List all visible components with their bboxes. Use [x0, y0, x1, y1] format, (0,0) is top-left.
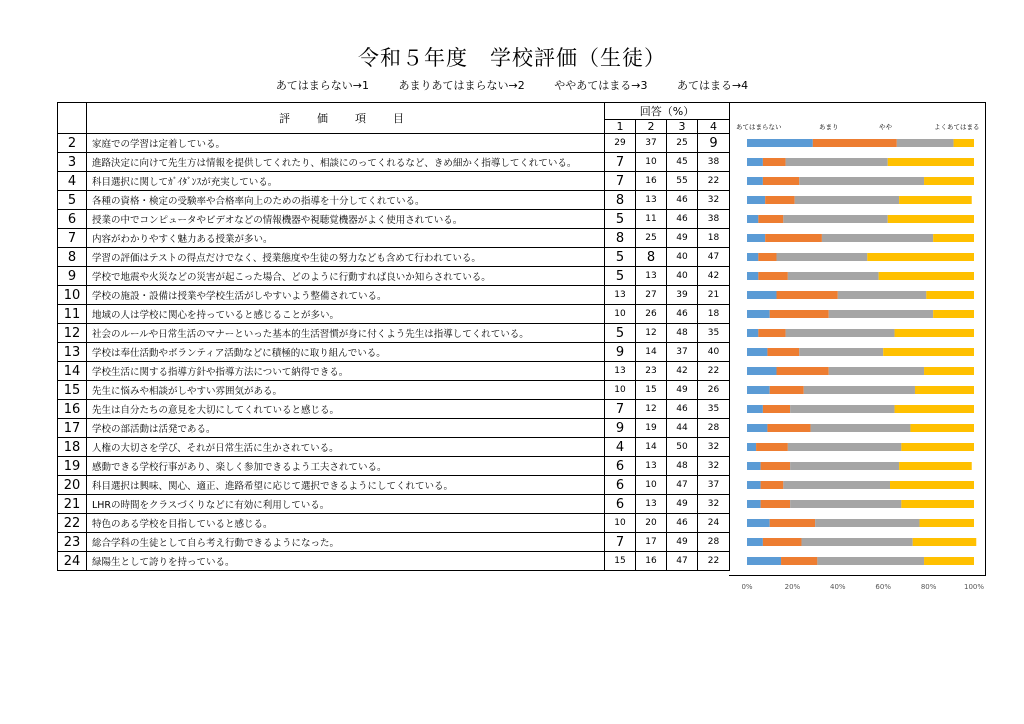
evaluation-item: 学校で地震や火災などの災害が起こった場合、どのように行動すれば良いか知らされている。 [87, 267, 605, 286]
row-number: 8 [58, 248, 87, 267]
bar-segment-14-1 [747, 367, 777, 375]
bar-segment-24-2 [781, 557, 817, 565]
bar-segment-5-2 [765, 196, 795, 204]
evaluation-item: 学習の評価はテストの得点だけでなく、授業態度や生徒の努力なども含めて行われている。 [87, 248, 605, 267]
bar-segment-16-1 [747, 405, 763, 413]
bar-segment-9-1 [747, 272, 758, 280]
percent-cell-2: 17 [636, 533, 667, 552]
percent-cell-1: 5 [605, 267, 636, 286]
scale-item-2: あまりあてはまらない→2 [398, 79, 525, 92]
bar-segment-13-1 [747, 348, 767, 356]
bar-segment-17-4 [910, 424, 974, 432]
bar-segment-6-1 [747, 215, 758, 223]
percent-cell-3: 46 [667, 305, 698, 324]
legend-label-3: やや [879, 123, 892, 131]
percent-cell-4: 28 [698, 533, 730, 552]
evaluation-item: 家庭での学習は定着している。 [87, 134, 605, 153]
bar-segment-4-4 [924, 177, 974, 185]
evaluation-item: 学校の部活動は活発である。 [87, 419, 605, 438]
x-tick-label: 40% [830, 583, 846, 591]
bar-segment-10-2 [777, 291, 838, 299]
bar-segment-8-1 [747, 253, 758, 261]
percent-cell-4: 18 [698, 229, 730, 248]
row-number: 14 [58, 362, 87, 381]
bar-segment-3-1 [747, 158, 763, 166]
percent-cell-4: 21 [698, 286, 730, 305]
bar-segment-24-4 [924, 557, 974, 565]
table-row [58, 248, 730, 267]
bar-segment-2-4 [954, 139, 974, 147]
percent-cell-4: 22 [698, 552, 730, 571]
table-row [58, 457, 730, 476]
percent-cell-4: 32 [698, 457, 730, 476]
percent-cell-2: 12 [636, 324, 667, 343]
bar-segment-3-3 [786, 158, 888, 166]
bar-segment-23-4 [913, 538, 977, 546]
row-number: 10 [58, 286, 87, 305]
percent-cell-4: 38 [698, 153, 730, 172]
percent-cell-3: 39 [667, 286, 698, 305]
percent-cell-4: 35 [698, 324, 730, 343]
percent-cell-4: 37 [698, 476, 730, 495]
evaluation-item: 学校の施設・設備は授業や学校生活がしやすいよう整備されている。 [87, 286, 605, 305]
bar-segment-7-1 [747, 234, 765, 242]
row-number: 21 [58, 495, 87, 514]
percent-cell-2: 23 [636, 362, 667, 381]
table-row [58, 324, 730, 343]
percent-cell-1: 6 [605, 476, 636, 495]
bar-segment-16-4 [895, 405, 974, 413]
table-row [58, 533, 730, 552]
stacked-bar-chart [729, 102, 989, 602]
percent-cell-2: 16 [636, 172, 667, 191]
bar-segment-16-3 [790, 405, 894, 413]
x-tick-label: 80% [920, 583, 937, 591]
percent-cell-4: 28 [698, 419, 730, 438]
percent-cell-1: 13 [605, 362, 636, 381]
bar-segment-3-2 [763, 158, 786, 166]
bar-segment-11-3 [829, 310, 933, 318]
evaluation-item: LHRの時間をクラスづくりなどに有効に利用している。 [87, 495, 605, 514]
bar-segment-22-1 [747, 519, 770, 527]
percent-cell-2: 8 [636, 248, 667, 267]
bar-segment-17-2 [767, 424, 810, 432]
percent-cell-1: 5 [605, 248, 636, 267]
percent-cell-1: 7 [605, 153, 636, 172]
row-number: 2 [58, 134, 87, 153]
percent-cell-2: 10 [636, 153, 667, 172]
table-row [58, 476, 730, 495]
bar-segment-8-4 [867, 253, 974, 261]
bar-segment-10-1 [747, 291, 777, 299]
percent-cell-4: 47 [698, 248, 730, 267]
percent-cell-4: 22 [698, 362, 730, 381]
percent-cell-3: 40 [667, 248, 698, 267]
table-row [58, 172, 730, 191]
table-row [58, 134, 730, 153]
number-header [58, 103, 87, 134]
percent-cell-1: 15 [605, 552, 636, 571]
percent-cell-3: 44 [667, 419, 698, 438]
bar-segment-14-3 [829, 367, 924, 375]
percent-cell-3: 45 [667, 153, 698, 172]
evaluation-item: 内容がわかりやすく魅力ある授業が多い。 [87, 229, 605, 248]
table-row [58, 438, 730, 457]
row-number: 7 [58, 229, 87, 248]
percent-cell-3: 49 [667, 229, 698, 248]
percent-cell-2: 10 [636, 476, 667, 495]
percent-cell-4: 40 [698, 343, 730, 362]
percent-cell-2: 11 [636, 210, 667, 229]
row-number: 22 [58, 514, 87, 533]
percent-cell-4: 42 [698, 267, 730, 286]
percent-cell-2: 15 [636, 381, 667, 400]
bar-segment-13-2 [767, 348, 799, 356]
table-row [58, 229, 730, 248]
percent-cell-1: 4 [605, 438, 636, 457]
column-header-4: 4 [698, 120, 730, 134]
evaluation-item: 総合学科の生徒として自ら考え行動できるようになった。 [87, 533, 605, 552]
bar-segment-19-2 [761, 462, 791, 470]
scale-item-4: あてはまる→4 [676, 79, 749, 92]
bar-segment-18-1 [747, 443, 756, 451]
scale-item-1: あてはまらない→1 [275, 79, 370, 92]
percent-cell-3: 47 [667, 476, 698, 495]
percent-cell-3: 49 [667, 495, 698, 514]
bar-segment-13-4 [883, 348, 974, 356]
bar-segment-6-2 [758, 215, 783, 223]
bar-segment-18-3 [788, 443, 902, 451]
bar-segment-11-2 [770, 310, 829, 318]
bar-segment-2-3 [897, 139, 954, 147]
bar-segment-22-3 [815, 519, 919, 527]
percent-cell-1: 6 [605, 457, 636, 476]
row-number: 11 [58, 305, 87, 324]
bar-segment-9-3 [788, 272, 879, 280]
row-number: 15 [58, 381, 87, 400]
bar-segment-2-1 [747, 139, 813, 147]
column-header-2: 2 [636, 120, 667, 134]
bar-segment-21-1 [747, 500, 761, 508]
bar-segment-5-1 [747, 196, 765, 204]
percent-cell-4: 22 [698, 172, 730, 191]
percent-cell-2: 16 [636, 552, 667, 571]
bar-segment-5-3 [795, 196, 899, 204]
bar-segment-17-3 [811, 424, 911, 432]
bar-segment-15-1 [747, 386, 770, 394]
percent-cell-2: 13 [636, 457, 667, 476]
bar-segment-4-2 [763, 177, 799, 185]
row-number: 6 [58, 210, 87, 229]
bar-segment-20-4 [890, 481, 974, 489]
evaluation-item: 地域の人は学校に関心を持っていると感じることが多い。 [87, 305, 605, 324]
percent-cell-3: 25 [667, 134, 698, 153]
percent-cell-2: 20 [636, 514, 667, 533]
bar-segment-20-3 [783, 481, 890, 489]
percent-cell-4: 18 [698, 305, 730, 324]
row-number: 13 [58, 343, 87, 362]
percent-cell-1: 5 [605, 210, 636, 229]
bar-segment-2-2 [813, 139, 897, 147]
bar-segment-7-2 [765, 234, 822, 242]
bar-segment-21-3 [790, 500, 901, 508]
bar-segment-22-4 [920, 519, 974, 527]
percent-cell-4: 38 [698, 210, 730, 229]
evaluation-item: 先生は自分たちの意見を大切にしてくれていると感じる。 [87, 400, 605, 419]
percent-cell-3: 49 [667, 381, 698, 400]
page-title: 令和５年度 学校評価（生徒） [358, 46, 666, 70]
percent-cell-3: 46 [667, 514, 698, 533]
bar-segment-24-1 [747, 557, 781, 565]
percent-cell-1: 7 [605, 533, 636, 552]
percent-cell-3: 47 [667, 552, 698, 571]
evaluation-item: 学校生活に関する指導方針や指導方法について納得できる。 [87, 362, 605, 381]
bar-segment-19-3 [790, 462, 899, 470]
percent-cell-2: 13 [636, 267, 667, 286]
bar-segment-21-4 [901, 500, 974, 508]
evaluation-item: 科目選択に関してｶﾞｲﾀﾞﾝｽが充実している。 [87, 172, 605, 191]
percent-cell-2: 27 [636, 286, 667, 305]
table-row [58, 305, 730, 324]
bar-segment-20-1 [747, 481, 761, 489]
row-number: 3 [58, 153, 87, 172]
table-row [58, 400, 730, 419]
evaluation-item: 各種の資格・検定の受験率や合格率向上のための指導を十分してくれている。 [87, 191, 605, 210]
percent-cell-2: 19 [636, 419, 667, 438]
evaluation-item: 進路決定に向けて先生方は情報を提供してくれたり、相談にのってくれるなど、きめ細かく指導してくれている。 [87, 153, 605, 172]
percent-cell-1: 10 [605, 305, 636, 324]
bar-segment-7-3 [822, 234, 933, 242]
column-header-1: 1 [605, 120, 636, 134]
percent-cell-2: 14 [636, 438, 667, 457]
table-row [58, 191, 730, 210]
table-row [58, 362, 730, 381]
percent-cell-1: 7 [605, 400, 636, 419]
row-number: 16 [58, 400, 87, 419]
percent-cell-2: 14 [636, 343, 667, 362]
evaluation-item: 人権の大切さを学び、それが日常生活に生かされている。 [87, 438, 605, 457]
row-number: 17 [58, 419, 87, 438]
bar-segment-14-2 [777, 367, 829, 375]
bar-segment-15-4 [915, 386, 974, 394]
bar-segment-12-2 [758, 329, 785, 337]
percent-cell-3: 46 [667, 191, 698, 210]
percent-cell-1: 10 [605, 514, 636, 533]
row-number: 24 [58, 552, 87, 571]
row-number: 4 [58, 172, 87, 191]
table-row [58, 267, 730, 286]
table-row [58, 286, 730, 305]
percent-cell-2: 13 [636, 495, 667, 514]
evaluation-item: 学校は奉仕活動やボランティア活動などに積極的に取り組んでいる。 [87, 343, 605, 362]
percent-cell-2: 13 [636, 191, 667, 210]
legend-label-2: あまり [819, 123, 839, 131]
percent-cell-1: 9 [605, 419, 636, 438]
percent-cell-3: 48 [667, 457, 698, 476]
percent-cell-1: 5 [605, 324, 636, 343]
percent-cell-2: 25 [636, 229, 667, 248]
bar-segment-22-2 [770, 519, 815, 527]
percent-cell-3: 49 [667, 533, 698, 552]
percent-cell-1: 6 [605, 495, 636, 514]
percent-cell-3: 40 [667, 267, 698, 286]
bar-segment-5-4 [899, 196, 972, 204]
evaluation-item: 感動できる学校行事があり、楽しく参加できるよう工夫されている。 [87, 457, 605, 476]
bar-segment-23-3 [801, 538, 912, 546]
row-number: 20 [58, 476, 87, 495]
bar-segment-12-4 [895, 329, 974, 337]
bar-segment-13-3 [799, 348, 883, 356]
percent-cell-1: 10 [605, 381, 636, 400]
percent-cell-4: 32 [698, 191, 730, 210]
row-number: 19 [58, 457, 87, 476]
bar-segment-15-2 [770, 386, 804, 394]
evaluation-item: 先生に悩みや相談がしやすい雰囲気がある。 [87, 381, 605, 400]
bar-segment-11-1 [747, 310, 770, 318]
bar-segment-8-3 [777, 253, 868, 261]
table-row [58, 343, 730, 362]
row-number: 23 [58, 533, 87, 552]
evaluation-table [57, 102, 730, 571]
bar-segment-19-1 [747, 462, 761, 470]
bar-segment-16-2 [763, 405, 790, 413]
bar-segment-9-4 [879, 272, 974, 280]
x-tick-label: 60% [875, 583, 891, 591]
row-number: 9 [58, 267, 87, 286]
legend-label-1: あてはまらない [736, 123, 782, 131]
bar-segment-15-3 [804, 386, 915, 394]
evaluation-item: 社会のルールや日常生活のマナーといった基本的生活習慣が身に付くよう先生は指導してくれている。 [87, 324, 605, 343]
percent-cell-3: 46 [667, 210, 698, 229]
table-row [58, 552, 730, 571]
row-number: 12 [58, 324, 87, 343]
bar-segment-10-3 [838, 291, 927, 299]
percent-cell-1: 9 [605, 343, 636, 362]
table-row [58, 419, 730, 438]
bar-segment-10-4 [926, 291, 974, 299]
bar-segment-3-4 [888, 158, 974, 166]
percent-cell-3: 42 [667, 362, 698, 381]
bar-segment-6-3 [783, 215, 887, 223]
bar-segment-14-4 [924, 367, 974, 375]
evaluation-item: 授業の中でコンピュータやビデオなどの情報機器や視聴覚機器がよく使用されている。 [87, 210, 605, 229]
bar-segment-18-4 [901, 443, 974, 451]
bar-segment-17-1 [747, 424, 767, 432]
percent-cell-2: 12 [636, 400, 667, 419]
bar-segment-23-1 [747, 538, 763, 546]
percent-cell-4: 9 [698, 134, 730, 153]
bar-segment-11-4 [933, 310, 974, 318]
percent-cell-2: 37 [636, 134, 667, 153]
percent-cell-3: 50 [667, 438, 698, 457]
table-row [58, 381, 730, 400]
percent-cell-4: 32 [698, 438, 730, 457]
answer-header: 回答（%） [605, 103, 730, 120]
percent-cell-1: 8 [605, 229, 636, 248]
x-tick-label: 20% [784, 583, 801, 591]
bar-segment-23-2 [763, 538, 802, 546]
bar-segment-18-2 [756, 443, 788, 451]
percent-cell-1: 29 [605, 134, 636, 153]
percent-cell-1: 13 [605, 286, 636, 305]
table-row [58, 210, 730, 229]
bar-segment-6-4 [888, 215, 974, 223]
percent-cell-3: 55 [667, 172, 698, 191]
legend-label-4: よくあてはまる [934, 123, 980, 131]
percent-cell-4: 26 [698, 381, 730, 400]
answer-scale-legend [0, 77, 1024, 93]
bar-segment-24-3 [817, 557, 924, 565]
percent-cell-4: 24 [698, 514, 730, 533]
percent-cell-4: 32 [698, 495, 730, 514]
table-row [58, 514, 730, 533]
row-number: 5 [58, 191, 87, 210]
bar-segment-19-4 [899, 462, 972, 470]
table-row [58, 495, 730, 514]
percent-cell-1: 8 [605, 191, 636, 210]
bar-segment-12-1 [747, 329, 758, 337]
bar-segment-21-2 [761, 500, 791, 508]
bar-segment-8-2 [758, 253, 776, 261]
bar-segment-4-1 [747, 177, 763, 185]
evaluation-item: 特色のある学校を目指していると感じる。 [87, 514, 605, 533]
scale-item-3: ややあてはまる→3 [554, 79, 648, 92]
evaluation-item: 緑陽生として誇りを持っている。 [87, 552, 605, 571]
percent-cell-1: 7 [605, 172, 636, 191]
bar-segment-7-4 [933, 234, 974, 242]
x-tick-label: 0% [741, 583, 753, 591]
percent-cell-3: 37 [667, 343, 698, 362]
evaluation-item: 科目選択は興味、関心、適正、進路希望に応じて選択できるようにしてくれている。 [87, 476, 605, 495]
x-tick-label: 100% [963, 583, 985, 591]
percent-cell-3: 48 [667, 324, 698, 343]
bar-segment-20-2 [761, 481, 784, 489]
table-row [58, 153, 730, 172]
percent-cell-3: 46 [667, 400, 698, 419]
row-number: 18 [58, 438, 87, 457]
item-header: 評 価 項 目 [87, 103, 605, 134]
column-header-3: 3 [667, 120, 698, 134]
percent-cell-2: 26 [636, 305, 667, 324]
percent-cell-4: 35 [698, 400, 730, 419]
bar-segment-12-3 [786, 329, 895, 337]
bar-segment-4-3 [799, 177, 924, 185]
bar-segment-9-2 [758, 272, 788, 280]
